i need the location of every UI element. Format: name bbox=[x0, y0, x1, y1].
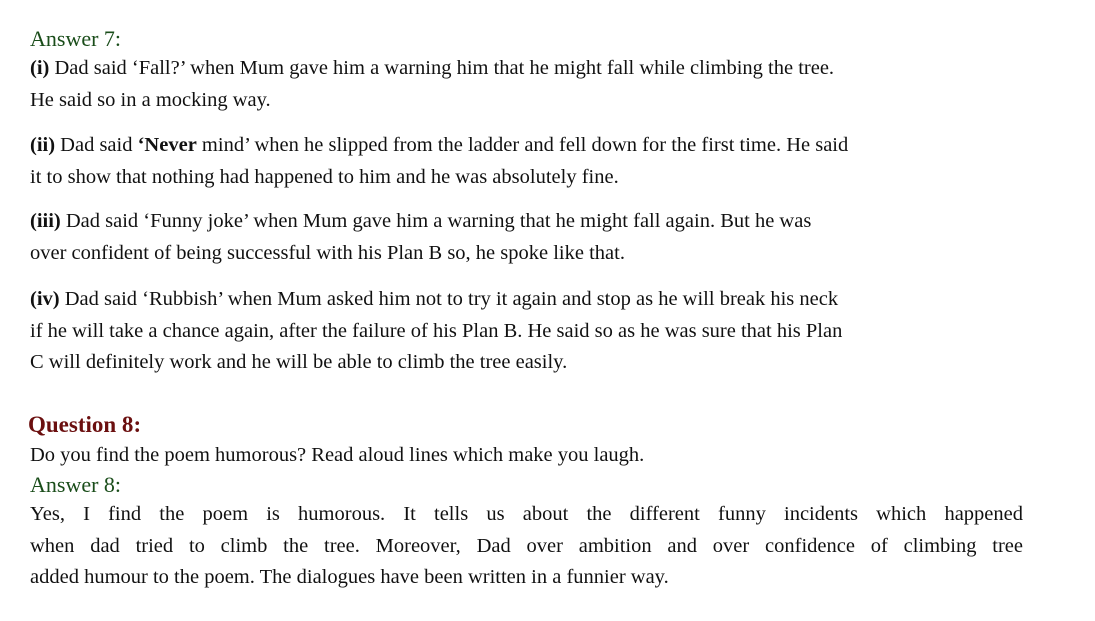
item-3-line-1 bbox=[30, 206, 1020, 238]
item-4-line-1 bbox=[30, 284, 1015, 316]
item-3-line-2: over confident of being successful with his Plan B so, he spoke like that. bbox=[30, 241, 625, 264]
item-3-line-1-text: Dad said ‘Funny joke’ when Mum gave him a warning that he might fall again. But he was bbox=[60, 210, 812, 232]
answer-7-item-3 bbox=[30, 206, 1020, 269]
item-2-line-1 bbox=[30, 130, 1020, 162]
item-4-marker: (iv) bbox=[30, 288, 60, 310]
item-3-marker: (iii) bbox=[30, 210, 61, 232]
item-4-line-1-text: Dad said ‘Rubbish’ when Mum asked him not to try it again and stop as he will break his neck bbox=[59, 288, 839, 310]
answer-7-item-4 bbox=[30, 284, 1015, 379]
item-4-line-3: C will definitely work and he will be able to climb the tree easily. bbox=[30, 351, 568, 373]
answer-8-line-3: added humour to the poem. The dialogues have been written in a funnier way. bbox=[30, 566, 669, 588]
answer-8-line-1: Yes, I find the poem is humorous. It tells us about the different funny incidents which happened bbox=[30, 503, 1023, 525]
item-2-marker: (ii) bbox=[30, 134, 56, 156]
question-8-heading-colon: : bbox=[133, 412, 142, 437]
answer-8-heading: Answer 8: bbox=[30, 472, 122, 497]
item-1-line-1 bbox=[30, 53, 1020, 85]
item-1-marker: (i) bbox=[30, 57, 50, 79]
answer-8-line-2: when dad tried to climb the tree. Moreover, Dad over ambition and over confidence of climbing tree bbox=[30, 534, 1023, 557]
item-1-line-1-text: Dad said ‘Fall?’ when Mum gave him a warning him that he might fall while climbing the tree. bbox=[49, 57, 835, 79]
item-2-line-1-bold: ‘Never bbox=[137, 134, 197, 156]
answer-7-heading: Answer 7: bbox=[30, 26, 122, 51]
item-4-line-2: if he will take a chance again, after the failure of his Plan B. He said so as he was sure that his Plan bbox=[30, 319, 843, 342]
item-1-line-2: He said so in a mocking way. bbox=[30, 88, 271, 111]
item-2-line-1-post: mind’ when he slipped from the ladder and fell down for the first time. He said bbox=[196, 134, 849, 156]
item-2-line-2: it to show that nothing had happened to him and he was absolutely fine. bbox=[30, 165, 619, 188]
item-2-line-1-pre: Dad said bbox=[55, 134, 138, 156]
question-8-heading-label: Question 8 bbox=[28, 412, 134, 437]
question-8-line: Do you find the poem humorous? Read aloud lines which make you laugh. bbox=[30, 444, 645, 466]
answer-7-item-1 bbox=[30, 53, 1020, 116]
question-8-heading bbox=[28, 411, 141, 439]
answer-8-paragraph bbox=[30, 499, 1023, 594]
question-8-text bbox=[30, 440, 1020, 472]
answer-7-item-2 bbox=[30, 130, 1020, 193]
